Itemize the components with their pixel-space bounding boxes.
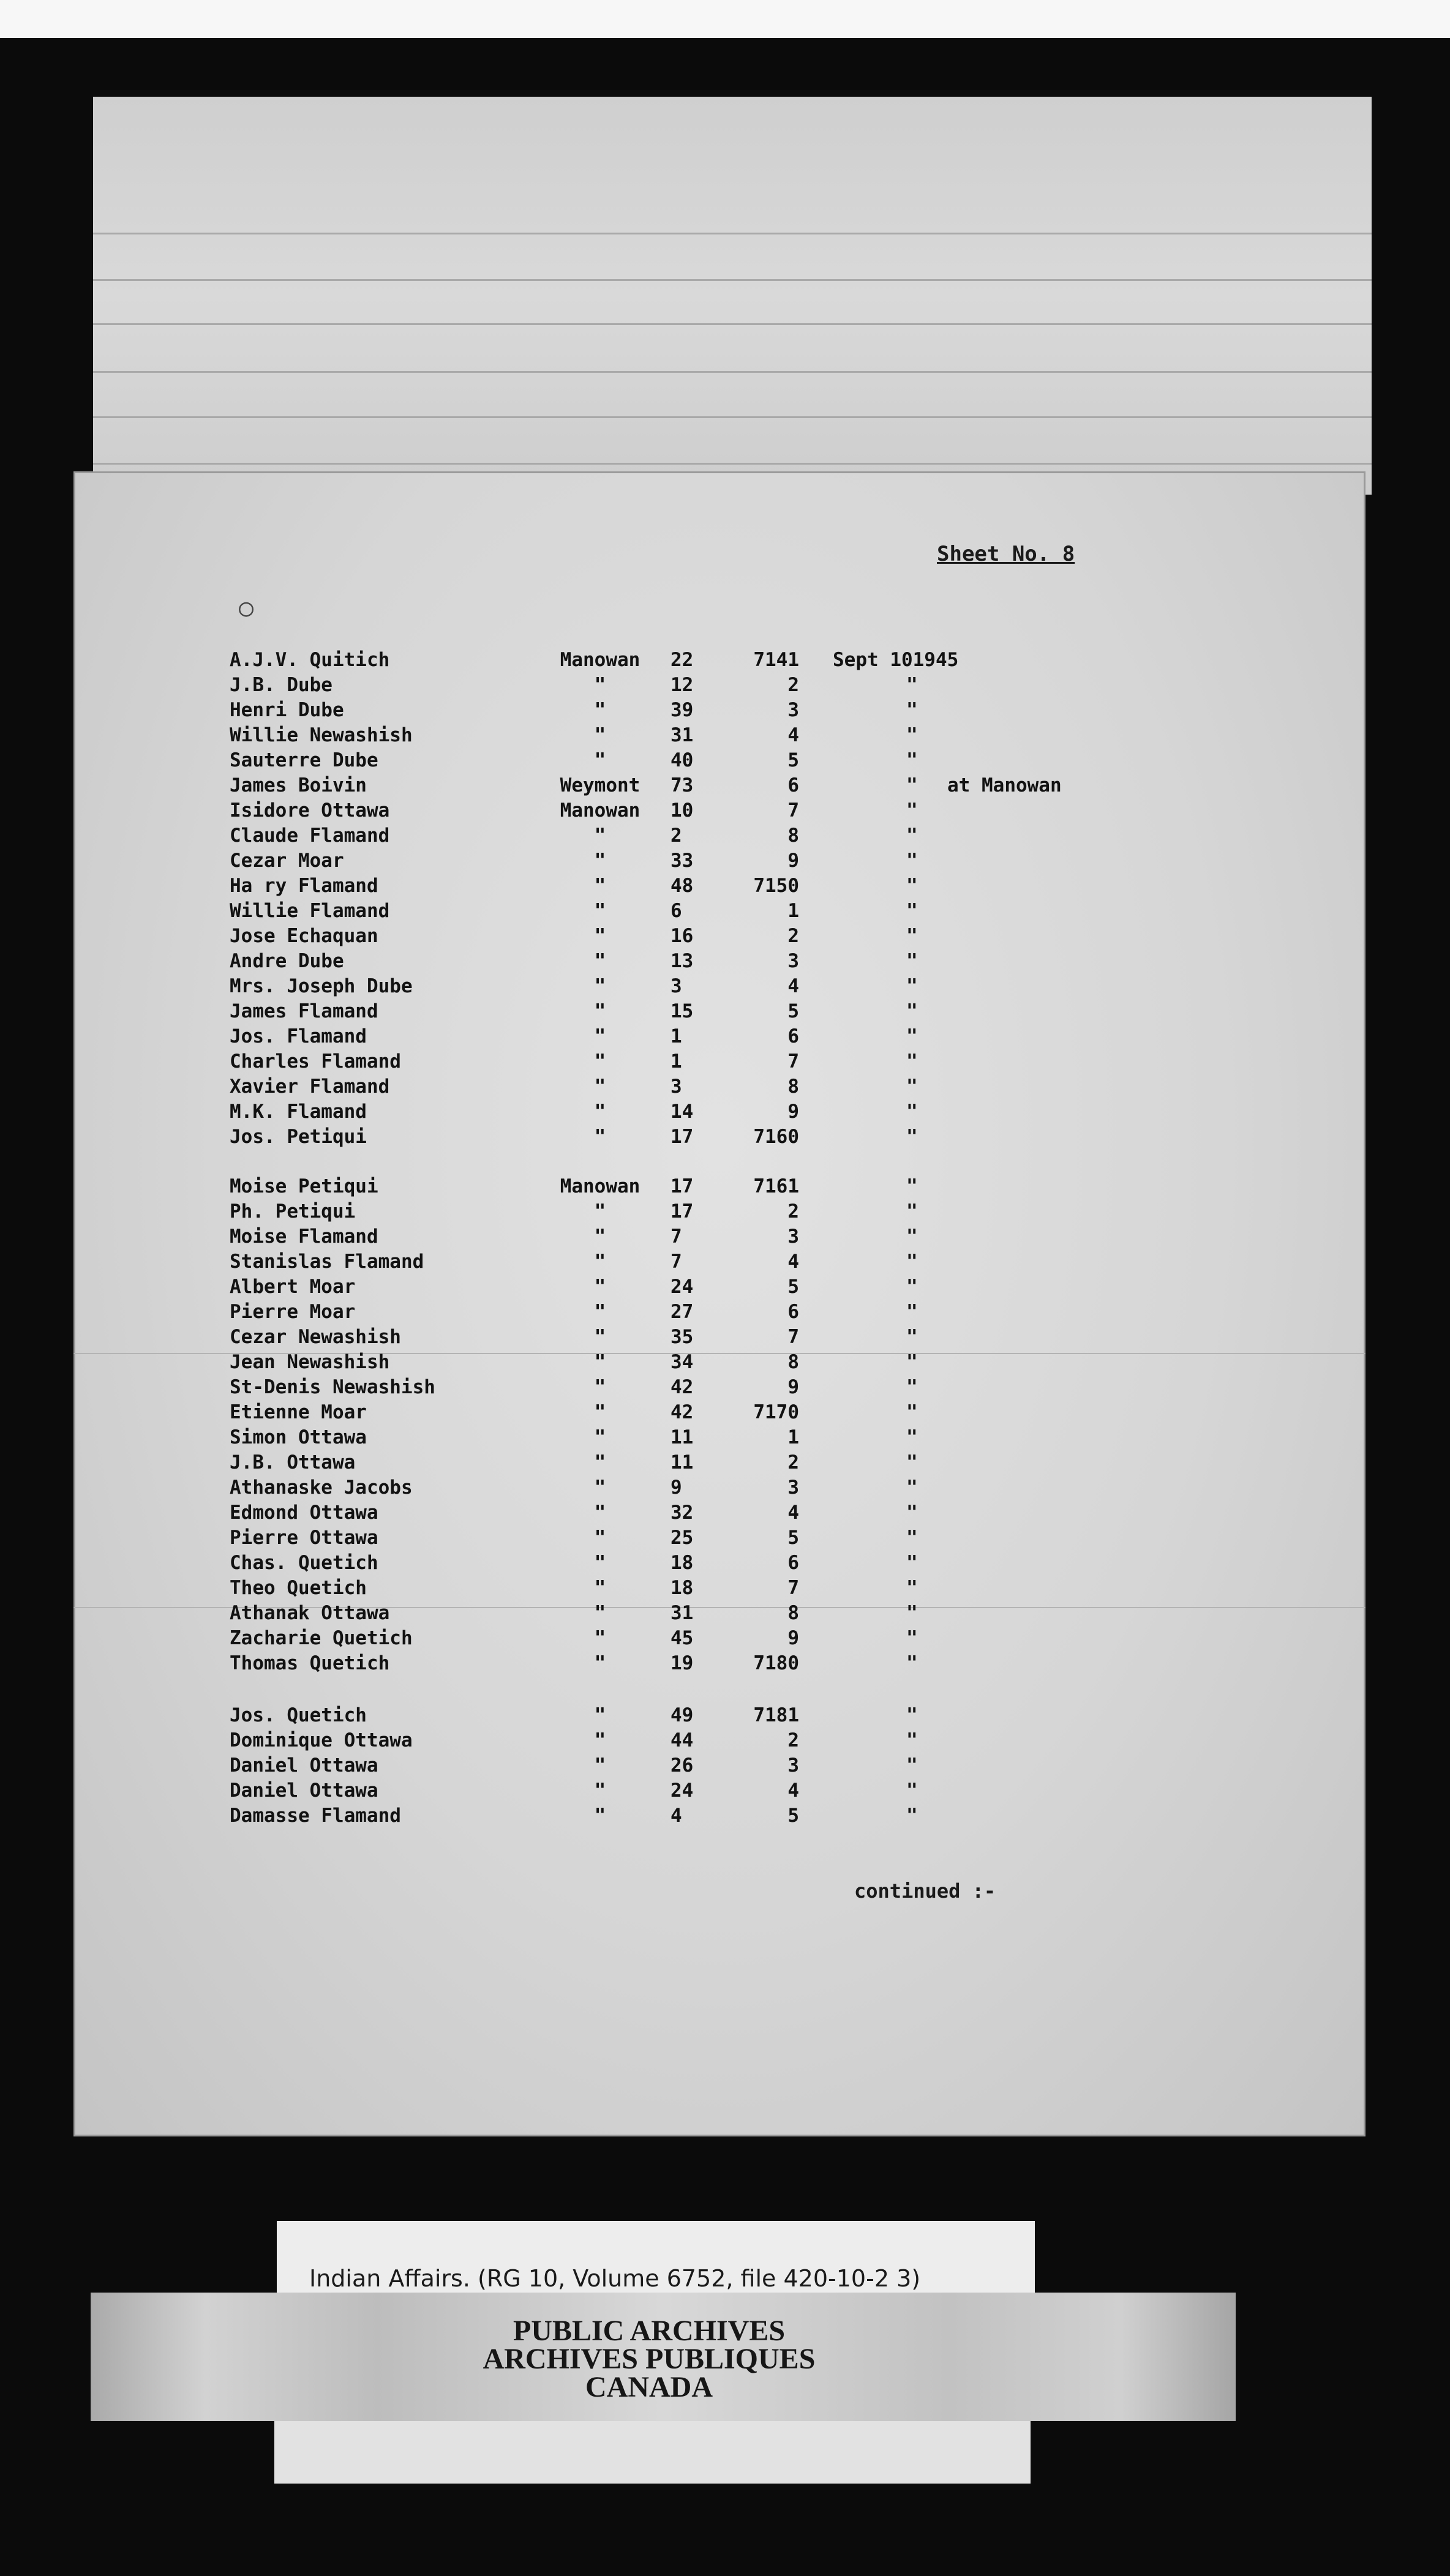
entry-row — [73, 1451, 1359, 1475]
entry-row — [73, 1401, 1359, 1425]
entry-number: 6 — [787, 774, 799, 796]
entry-age: 11 — [671, 1426, 694, 1448]
entry-place: " — [594, 1126, 606, 1148]
entry-number: 8 — [787, 1351, 799, 1373]
entry-place: " — [594, 1451, 606, 1473]
entry-number: 4 — [787, 1502, 799, 1524]
entry-row — [73, 1326, 1359, 1349]
entry-date: " — [906, 799, 918, 822]
entry-number: 3 — [787, 1477, 799, 1499]
entry-row — [73, 1729, 1359, 1753]
entry-name: Dominique Ottawa — [230, 1729, 413, 1751]
entry-place: " — [594, 1301, 606, 1323]
entry-age: 35 — [671, 1326, 694, 1348]
entry-age: 14 — [671, 1101, 694, 1123]
entry-number: 7141 — [753, 649, 799, 671]
entry-age: 17 — [671, 1175, 694, 1197]
entry-place: " — [594, 925, 606, 947]
entry-age: 1 — [671, 1025, 682, 1047]
entry-name: James Flamand — [230, 1000, 378, 1022]
entry-row — [73, 950, 1359, 973]
entry-row — [73, 825, 1359, 848]
entry-place: " — [594, 1326, 606, 1348]
entry-row — [73, 1200, 1359, 1224]
entry-row — [73, 1076, 1359, 1099]
entry-name: Zacharie Quetich — [230, 1627, 413, 1649]
entry-date: " — [906, 1351, 918, 1373]
entry-row — [73, 1126, 1359, 1149]
entry-name: St-Denis Newashish — [230, 1376, 435, 1398]
entry-place: Manowan — [560, 1175, 640, 1197]
entry-name: James Boivin — [230, 774, 367, 796]
entry-date: " — [906, 774, 918, 796]
ruled-line — [93, 279, 1372, 281]
entry-name: Moise Petiqui — [230, 1175, 378, 1197]
entry-number: 5 — [787, 749, 799, 771]
entry-row — [73, 1602, 1359, 1625]
entry-place: " — [594, 1729, 606, 1751]
entry-place: " — [594, 1376, 606, 1398]
entry-row — [73, 1805, 1359, 1828]
entry-row — [73, 1502, 1359, 1525]
entry-name: Cezar Newashish — [230, 1326, 401, 1348]
entry-date: " — [906, 1126, 918, 1148]
entry-name: Jos. Quetich — [230, 1704, 367, 1726]
entry-age: 73 — [671, 774, 694, 796]
entry-place: " — [594, 699, 606, 721]
entry-row — [73, 699, 1359, 722]
entry-place: " — [594, 875, 606, 897]
entry-name: Claude Flamand — [230, 825, 390, 847]
entry-date: " — [906, 724, 918, 746]
entry-age: 10 — [671, 799, 694, 822]
entry-name: Cezar Moar — [230, 850, 344, 872]
entry-name: Ha ry Flamand — [230, 875, 378, 897]
entry-place: " — [594, 1000, 606, 1022]
entry-number: 7 — [787, 1050, 799, 1073]
entry-date: " — [906, 1552, 918, 1574]
entry-number: 9 — [787, 1101, 799, 1123]
entry-place: Manowan — [560, 649, 640, 671]
ruled-line — [93, 233, 1372, 234]
entry-name: Jose Echaquan — [230, 925, 378, 947]
entry-name: Pierre Moar — [230, 1301, 356, 1323]
entry-name: Henri Dube — [230, 699, 344, 721]
entry-age: 4 — [671, 1805, 682, 1827]
entry-name: Athanaske Jacobs — [230, 1477, 413, 1499]
entry-name: J.B. Dube — [230, 674, 332, 696]
entry-place: " — [594, 825, 606, 847]
entry-name: M.K. Flamand — [230, 1101, 367, 1123]
entry-note: at Manowan — [947, 774, 1062, 796]
entry-row — [73, 1426, 1359, 1450]
entry-age: 48 — [671, 875, 694, 897]
entry-number: 7 — [787, 799, 799, 822]
entry-number: 7161 — [753, 1175, 799, 1197]
entry-name: Sauterre Dube — [230, 749, 378, 771]
entry-row — [73, 1627, 1359, 1650]
entry-name: A.J.V. Quitich — [230, 649, 390, 671]
entry-place: " — [594, 1426, 606, 1448]
entry-name: Stanislas Flamand — [230, 1251, 424, 1273]
entry-age: 6 — [671, 900, 682, 922]
entry-row — [73, 1226, 1359, 1249]
entry-number: 2 — [787, 1200, 799, 1222]
entry-date: " — [906, 850, 918, 872]
entry-date: " — [906, 1704, 918, 1726]
entry-name: Damasse Flamand — [230, 1805, 401, 1827]
entry-row — [73, 749, 1359, 773]
entry-number: 9 — [787, 850, 799, 872]
entry-date: " — [906, 900, 918, 922]
sheet-number: Sheet No. 8 — [937, 542, 1075, 566]
entry-date: " — [906, 1276, 918, 1298]
entry-date: " — [906, 1326, 918, 1348]
entry-age: 45 — [671, 1627, 694, 1649]
entry-date: " — [906, 1376, 918, 1398]
entry-date: " — [906, 1426, 918, 1448]
entry-date: " — [906, 950, 918, 972]
stamp-line: ARCHIVES PUBLIQUES — [483, 2343, 816, 2375]
entry-number: 7160 — [753, 1126, 799, 1148]
entry-age: 32 — [671, 1502, 694, 1524]
entry-age: 22 — [671, 649, 694, 671]
entry-row — [73, 1652, 1359, 1676]
entry-age: 11 — [671, 1451, 694, 1473]
entry-name: Daniel Ottawa — [230, 1754, 378, 1777]
entry-number: 8 — [787, 1076, 799, 1098]
entry-number: 7 — [787, 1577, 799, 1599]
entry-name: Etienne Moar — [230, 1401, 367, 1423]
entry-place: " — [594, 1704, 606, 1726]
census-sheet — [73, 471, 1365, 2136]
entry-age: 18 — [671, 1577, 694, 1599]
lower-label-strip — [274, 2421, 1031, 2484]
entry-place: " — [594, 1502, 606, 1524]
entry-name: Pierre Ottawa — [230, 1527, 378, 1549]
entry-number: 5 — [787, 1276, 799, 1298]
entry-date: " — [906, 1200, 918, 1222]
entry-row — [73, 875, 1359, 898]
entry-number: 3 — [787, 1754, 799, 1777]
entry-number: 4 — [787, 1780, 799, 1802]
entry-date: " — [906, 1050, 918, 1073]
entry-name: Athanak Ottawa — [230, 1602, 390, 1624]
ruled-line — [93, 463, 1372, 465]
entry-age: 17 — [671, 1200, 694, 1222]
entry-name: Charles Flamand — [230, 1050, 401, 1073]
entry-date: " — [906, 1025, 918, 1047]
top-margin — [0, 0, 1450, 38]
continued-note: continued :- — [854, 1879, 996, 1903]
entry-number: 2 — [787, 925, 799, 947]
entry-row — [73, 850, 1359, 873]
entry-age: 16 — [671, 925, 694, 947]
entry-place: " — [594, 1050, 606, 1073]
entry-date: " — [906, 825, 918, 847]
entry-name: Xavier Flamand — [230, 1076, 390, 1098]
entry-name: Willie Newashish — [230, 724, 413, 746]
entry-number: 5 — [787, 1527, 799, 1549]
entry-age: 26 — [671, 1754, 694, 1777]
entry-name: Ph. Petiqui — [230, 1200, 356, 1222]
entry-row — [73, 925, 1359, 948]
entry-number: 1 — [787, 1426, 799, 1448]
entry-date: " — [906, 699, 918, 721]
entry-number: 2 — [787, 1729, 799, 1751]
entry-row — [73, 674, 1359, 697]
entry-age: 33 — [671, 850, 694, 872]
entry-date: " — [906, 975, 918, 997]
entry-age: 44 — [671, 1729, 694, 1751]
entry-date: " — [906, 1627, 918, 1649]
entry-age: 31 — [671, 1602, 694, 1624]
entry-date: " — [906, 1729, 918, 1751]
entry-place: " — [594, 1477, 606, 1499]
entry-name: Jos. Petiqui — [230, 1126, 367, 1148]
entry-name: Thomas Quetich — [230, 1652, 390, 1674]
entry-date: " — [906, 1602, 918, 1624]
ruled-line — [93, 323, 1372, 325]
entry-row — [73, 1025, 1359, 1049]
entry-name: J.B. Ottawa — [230, 1451, 356, 1473]
entry-age: 13 — [671, 950, 694, 972]
archive-stamp — [380, 2317, 918, 2402]
entry-age: 42 — [671, 1401, 694, 1423]
entry-row — [73, 900, 1359, 923]
entry-name: Edmond Ottawa — [230, 1502, 378, 1524]
entry-row — [73, 1552, 1359, 1575]
entry-place: " — [594, 1025, 606, 1047]
entry-place: " — [594, 1602, 606, 1624]
entry-age: 18 — [671, 1552, 694, 1574]
entry-date: Sept 101945 — [833, 649, 959, 671]
entry-date: " — [906, 1301, 918, 1323]
entry-age: 24 — [671, 1276, 694, 1298]
entry-row — [73, 774, 1359, 798]
archive-reference: Indian Affairs. (RG 10, Volume 6752, file 420-10-2 3) — [309, 2265, 921, 2292]
entry-number: 5 — [787, 1805, 799, 1827]
entry-row — [73, 1251, 1359, 1274]
entry-date: " — [906, 1754, 918, 1777]
entry-age: 19 — [671, 1652, 694, 1674]
entry-age: 9 — [671, 1477, 682, 1499]
entry-date: " — [906, 1780, 918, 1802]
entry-age: 7 — [671, 1226, 682, 1248]
entry-date: " — [906, 749, 918, 771]
entry-place: " — [594, 1780, 606, 1802]
ruled-line — [93, 416, 1372, 418]
entry-name: Simon Ottawa — [230, 1426, 367, 1448]
entry-place: " — [594, 1226, 606, 1248]
entry-number: 3 — [787, 950, 799, 972]
entry-date: " — [906, 1805, 918, 1827]
entry-date: " — [906, 1502, 918, 1524]
entry-row — [73, 1101, 1359, 1124]
entry-name: Mrs. Joseph Dube — [230, 975, 413, 997]
entry-place: " — [594, 950, 606, 972]
entry-name: Isidore Ottawa — [230, 799, 390, 822]
entry-number: 8 — [787, 825, 799, 847]
entry-number: 9 — [787, 1376, 799, 1398]
entry-number: 6 — [787, 1301, 799, 1323]
entry-age: 40 — [671, 749, 694, 771]
entry-row — [73, 1276, 1359, 1299]
entry-age: 1 — [671, 1050, 682, 1073]
entry-row — [73, 1780, 1359, 1803]
entry-row — [73, 1704, 1359, 1728]
entry-place: " — [594, 1577, 606, 1599]
entry-row — [73, 1000, 1359, 1024]
entry-name: Jean Newashish — [230, 1351, 390, 1373]
entry-row — [73, 1175, 1359, 1199]
entry-row — [73, 1376, 1359, 1399]
entry-row — [73, 1351, 1359, 1374]
entry-place: " — [594, 1805, 606, 1827]
stamp-line: PUBLIC ARCHIVES — [513, 2315, 786, 2347]
entry-place: " — [594, 724, 606, 746]
entry-place: " — [594, 1527, 606, 1549]
entry-date: " — [906, 1401, 918, 1423]
entry-age: 7 — [671, 1251, 682, 1273]
entry-number: 3 — [787, 1226, 799, 1248]
entry-age: 34 — [671, 1351, 694, 1373]
entry-number: 7180 — [753, 1652, 799, 1674]
entry-place: " — [594, 1401, 606, 1423]
entry-age: 24 — [671, 1780, 694, 1802]
entry-name: Chas. Quetich — [230, 1552, 378, 1574]
entry-place: " — [594, 1627, 606, 1649]
entry-row — [73, 1301, 1359, 1324]
entry-date: " — [906, 1477, 918, 1499]
entry-age: 15 — [671, 1000, 694, 1022]
entry-age: 2 — [671, 825, 682, 847]
entry-name: Albert Moar — [230, 1276, 356, 1298]
entry-date: " — [906, 875, 918, 897]
entry-name: Moise Flamand — [230, 1226, 378, 1248]
entry-date: " — [906, 1652, 918, 1674]
entry-number: 4 — [787, 1251, 799, 1273]
entry-name: Jos. Flamand — [230, 1025, 367, 1047]
entry-age: 49 — [671, 1704, 694, 1726]
entry-place: Weymont — [560, 774, 640, 796]
entry-age: 27 — [671, 1301, 694, 1323]
entry-place: " — [594, 674, 606, 696]
entry-place: " — [594, 1276, 606, 1298]
entry-row — [73, 724, 1359, 747]
entry-number: 7170 — [753, 1401, 799, 1423]
entry-number: 2 — [787, 674, 799, 696]
entry-row — [73, 1050, 1359, 1074]
entry-date: " — [906, 1076, 918, 1098]
entry-place: " — [594, 1754, 606, 1777]
entry-number: 2 — [787, 1451, 799, 1473]
entry-row — [73, 649, 1359, 672]
entry-date: " — [906, 674, 918, 696]
entry-age: 3 — [671, 975, 682, 997]
entry-age: 39 — [671, 699, 694, 721]
entry-row — [73, 1577, 1359, 1600]
entry-name: Theo Quetich — [230, 1577, 367, 1599]
entry-place: Manowan — [560, 799, 640, 822]
punch-hole-icon: ○ — [239, 594, 254, 622]
entry-place: " — [594, 1076, 606, 1098]
entry-place: " — [594, 1251, 606, 1273]
entry-age: 42 — [671, 1376, 694, 1398]
entry-age: 3 — [671, 1076, 682, 1098]
entry-number: 6 — [787, 1025, 799, 1047]
entry-date: " — [906, 1101, 918, 1123]
entry-number: 3 — [787, 699, 799, 721]
entry-date: " — [906, 1226, 918, 1248]
entry-row — [73, 975, 1359, 998]
entry-number: 1 — [787, 900, 799, 922]
background-sheet — [93, 97, 1372, 495]
entry-row — [73, 1754, 1359, 1778]
entry-date: " — [906, 1000, 918, 1022]
ruled-line — [93, 371, 1372, 373]
entry-number: 7150 — [753, 875, 799, 897]
entry-age: 17 — [671, 1126, 694, 1148]
entry-place: " — [594, 975, 606, 997]
entry-number: 4 — [787, 975, 799, 997]
entry-date: " — [906, 1175, 918, 1197]
entry-date: " — [906, 1451, 918, 1473]
entry-number: 6 — [787, 1552, 799, 1574]
entry-row — [73, 799, 1359, 823]
entry-place: " — [594, 1652, 606, 1674]
entry-place: " — [594, 850, 606, 872]
entry-date: " — [906, 1527, 918, 1549]
entry-row — [73, 1477, 1359, 1500]
entry-date: " — [906, 1251, 918, 1273]
entry-number: 7181 — [753, 1704, 799, 1726]
entry-number: 7 — [787, 1326, 799, 1348]
entry-number: 5 — [787, 1000, 799, 1022]
entry-date: " — [906, 1577, 918, 1599]
stamp-line: CANADA — [585, 2371, 713, 2403]
entry-name: Daniel Ottawa — [230, 1780, 378, 1802]
entry-age: 12 — [671, 674, 694, 696]
entry-place: " — [594, 1101, 606, 1123]
entry-place: " — [594, 1200, 606, 1222]
entry-date: " — [906, 925, 918, 947]
entry-name: Willie Flamand — [230, 900, 390, 922]
entry-number: 8 — [787, 1602, 799, 1624]
entry-place: " — [594, 1552, 606, 1574]
entry-name: Andre Dube — [230, 950, 344, 972]
entry-row — [73, 1527, 1359, 1550]
entry-place: " — [594, 900, 606, 922]
entry-age: 31 — [671, 724, 694, 746]
entry-number: 9 — [787, 1627, 799, 1649]
entry-age: 25 — [671, 1527, 694, 1549]
entry-place: " — [594, 749, 606, 771]
entry-place: " — [594, 1351, 606, 1373]
entry-number: 4 — [787, 724, 799, 746]
